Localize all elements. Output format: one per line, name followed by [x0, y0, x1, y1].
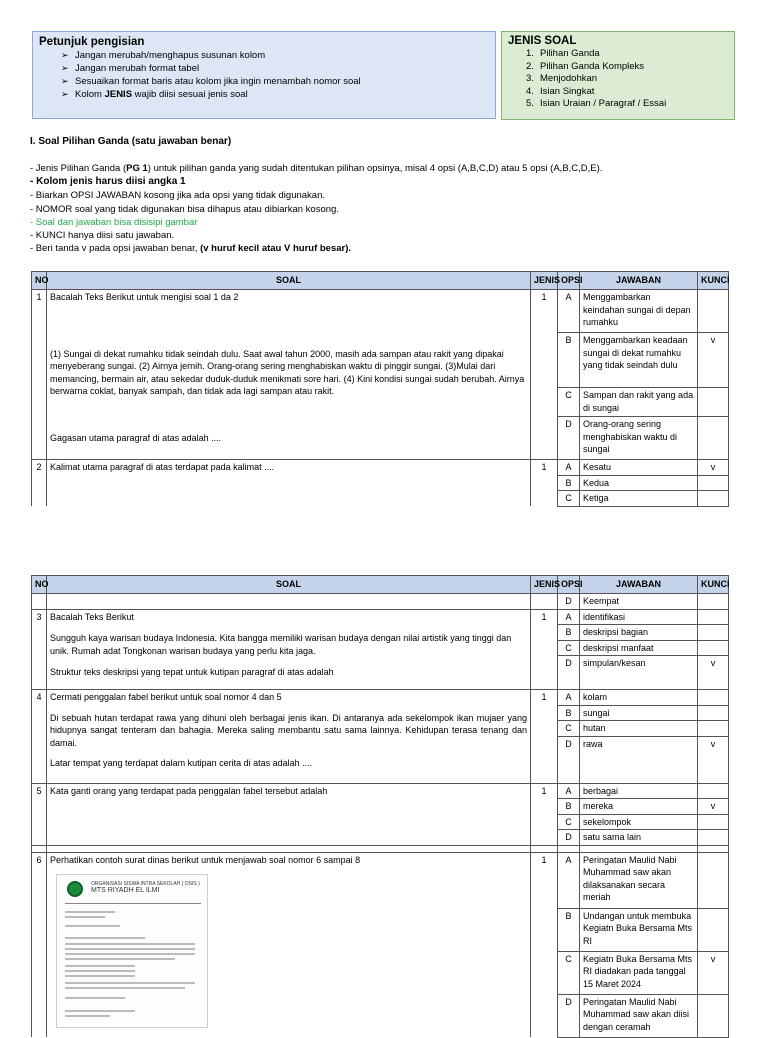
question-text: Cermati penggalan fabel berikut untuk soal nomor 4 dan 5 Di sebuah hutan terdapat rawa yang dihuni oleh berbagai jenis ikan. Di antaranya ada sekelompok ikan mujaer yang hidupnya sangat tenteram dan bahagia. Mereka saling membantu satu sama lainnya. Kehidupan terasa tenang dan damai. Latar tempat yang terdapat dalam kutipan cerita di atas adalah ....: [47, 690, 531, 784]
table-row: [32, 460, 729, 476]
question-type: 1: [531, 609, 558, 690]
question-text: Kata ganti orang yang terdapat pada penggalan fabel tersebut adalah: [47, 783, 531, 845]
option-letter: D: [558, 656, 580, 690]
table-header-row: [32, 272, 729, 290]
instructions-title: Petunjuk pengisian: [39, 36, 145, 48]
option-letter: B: [558, 705, 580, 721]
official-letter-image: ORGANISASI SISWA INTRA SEKOLAH ( OSIS ) MTS RIYADH EL ILMI: [56, 874, 208, 1028]
question-number: 3: [32, 609, 47, 690]
option-answer: Ketiga: [580, 491, 698, 507]
option-key: [698, 640, 729, 656]
header-no: NO: [32, 576, 47, 594]
option-key: [698, 475, 729, 491]
option-answer: Orang-orang sering menghabiskan waktu di sungai: [580, 417, 698, 460]
option-answer: Peringatan Maulid Nabi Muhammad saw akan diisi dengan ceramah: [580, 994, 698, 1037]
question-text: Bacalah Teks Berikut untuk mengisi soal 1 da 2 (1) Sungai di dekat rumahku tidak seindah dulu. Saat awal tahun 2000, masih ada sampan atau rakit yang dipakai menyeberang sungai. (2) Airnya jernih. Orang-orang sering menghabiskan waktu di pinggir sungai. (3)Mulai dari memancing, bermain air, atau sekedar duduk-duduk menikmati sore hari. (4) Kini kondisi sungai sudah berubah. Airnya berwarna coklat, banyak sampah, dan tidak ada lagi sampan atau rakit. Gagasan utama paragraf di atas adalah ....: [47, 290, 531, 460]
option-letter: A: [558, 783, 580, 799]
instruction-item: ➢ Jangan merubah/menghapus susunan kolom: [61, 49, 489, 62]
instruction-line: - Jenis Pilihan Ganda (PG 1) untuk pilihan ganda yang sudah ditentukan pilihan opsinya, misal 4 opsi (A,B,C,D) atau 5 opsi (A,B,C,D,E).: [30, 163, 603, 174]
table-row: [32, 609, 729, 625]
questions-table: [31, 271, 729, 507]
question-number: 5: [32, 783, 47, 845]
option-key: [698, 491, 729, 507]
instruction-line: - NOMOR soal yang tidak digunakan bisa dihapus atau dibiarkan kosong.: [30, 204, 339, 215]
question-type: 1: [531, 852, 558, 1037]
option-answer: simpulan/kesan: [580, 656, 698, 690]
header-soal: SOAL: [47, 576, 531, 594]
option-answer: Peringatan Maulid Nabi Muhammad saw akan dilaksanakan secara meriah: [580, 852, 698, 908]
instruction-line: - Beri tanda v pada opsi jawaban benar, (v huruf kecil atau V huruf besar).: [30, 243, 352, 254]
table-header-row: [32, 576, 729, 594]
option-letter: A: [558, 290, 580, 333]
option-answer: sungai: [580, 705, 698, 721]
table-row: [32, 852, 729, 908]
table-row: [32, 290, 729, 333]
option-answer: sekelompok: [580, 814, 698, 830]
option-answer: identifikasi: [580, 609, 698, 625]
type-item: 5. Isian Uraian / Paragraf / Essai: [526, 98, 667, 109]
instruction-item: ➢ Sesuaikan format baris atau kolom jika ingin menambah nomor soal: [61, 75, 489, 88]
option-answer: Menggambarkan keadaan sungai di dekat rumahku yang tidak seindah dulu: [580, 333, 698, 388]
type-item: 1. Pilihan Ganda: [526, 48, 600, 59]
header-jenis: JENIS: [531, 576, 558, 594]
option-letter: C: [558, 388, 580, 417]
option-letter: D: [558, 417, 580, 460]
question-type: 1: [531, 783, 558, 845]
question-number: 1: [32, 290, 47, 460]
option-letter: C: [558, 814, 580, 830]
option-key: v: [698, 736, 729, 783]
option-key: [698, 852, 729, 908]
option-key: [698, 594, 729, 610]
option-letter: B: [558, 333, 580, 388]
option-letter: C: [558, 491, 580, 507]
option-answer: Kegiatn Buka Bersama Mts RI diadakan pada tanggal 15 Maret 2024: [580, 951, 698, 994]
instruction-item: ➢ Kolom JENIS wajib diisi sesuai jenis soal: [61, 88, 489, 101]
option-key: [698, 994, 729, 1037]
question-number: 6: [32, 852, 47, 1037]
header-kunci: KUNCI: [698, 272, 729, 290]
option-letter: B: [558, 799, 580, 815]
header-jawaban: JAWABAN: [580, 576, 698, 594]
option-letter: A: [558, 460, 580, 476]
question-type: 1: [531, 690, 558, 784]
option-letter: B: [558, 908, 580, 951]
section-title: I. Soal Pilihan Ganda (satu jawaban benar): [30, 136, 232, 147]
option-key: v: [698, 951, 729, 994]
table-row: [32, 690, 729, 706]
option-key: [698, 721, 729, 737]
header-soal: SOAL: [47, 272, 531, 290]
option-answer: Kedua: [580, 475, 698, 491]
option-letter: B: [558, 475, 580, 491]
option-answer: Keempat: [580, 594, 698, 610]
header-jenis: JENIS: [531, 272, 558, 290]
option-key: [698, 417, 729, 460]
instruction-line: - KUNCI hanya diisi satu jawaban.: [30, 230, 175, 241]
option-key: [698, 625, 729, 641]
option-key: [698, 783, 729, 799]
option-key: v: [698, 799, 729, 815]
option-letter: D: [558, 994, 580, 1037]
option-letter: D: [558, 736, 580, 783]
instruction-item: ➢ Jangan merubah format tabel: [61, 62, 489, 75]
option-key: v: [698, 333, 729, 388]
option-key: [698, 830, 729, 846]
school-logo-icon: [67, 881, 83, 897]
question-text: Kalimat utama paragraf di atas terdapat pada kalimat ....: [47, 460, 531, 507]
option-key: v: [698, 656, 729, 690]
option-letter: A: [558, 690, 580, 706]
option-letter: A: [558, 852, 580, 908]
table-row: [32, 783, 729, 799]
question-types-list: [508, 48, 728, 111]
instructions-box: [32, 31, 496, 119]
option-letter: C: [558, 640, 580, 656]
question-types-box: [501, 31, 735, 120]
option-answer: satu sama lain: [580, 830, 698, 846]
question-types-title: JENIS SOAL: [508, 35, 577, 47]
question-number: 4: [32, 690, 47, 784]
option-key: [698, 290, 729, 333]
option-key: v: [698, 460, 729, 476]
instructions-list: [39, 49, 489, 101]
option-answer: Sampan dan rakit yang ada di sungai: [580, 388, 698, 417]
questions-table-continued: [31, 575, 729, 1038]
option-answer: mereka: [580, 799, 698, 815]
header-no: NO: [32, 272, 47, 290]
option-answer: hutan: [580, 721, 698, 737]
option-answer: rawa: [580, 736, 698, 783]
instruction-line: - Biarkan OPSI JAWABAN kosong jika ada opsi yang tidak digunakan.: [30, 190, 326, 201]
question-type: 1: [531, 460, 558, 507]
option-key: [698, 388, 729, 417]
question-text: Bacalah Teks Berikut Sungguh kaya warisan budaya Indonesia. Kita bangga memiliki warisan budaya dengan nilai artistik yang tinggi dan unik. Rumah adat Tongkonan warisan budaya yang perlu kita jaga. Struktur teks deskripsi yang tepat untuk kutipan paragraf di atas adalah: [47, 609, 531, 690]
instruction-line: - Kolom jenis harus diisi angka 1: [30, 176, 186, 187]
option-answer: Menggambarkan keindahan sungai di depan rumahku: [580, 290, 698, 333]
header-jawaban: JAWABAN: [580, 272, 698, 290]
option-key: [698, 908, 729, 951]
option-answer: Undangan untuk membuka Kegiatn Buka Bersama Mts RI: [580, 908, 698, 951]
option-letter: D: [558, 830, 580, 846]
type-item: 4. Isian Singkat: [526, 85, 595, 97]
option-answer: Kesatu: [580, 460, 698, 476]
option-letter: B: [558, 625, 580, 641]
header-opsi: OPSI: [558, 576, 580, 594]
option-letter: C: [558, 721, 580, 737]
question-type: 1: [531, 290, 558, 460]
option-answer: berbagai: [580, 783, 698, 799]
option-answer: deskripsi manfaat: [580, 640, 698, 656]
instruction-line: - Soal dan jawaban bisa disisipi gambar: [30, 217, 198, 228]
type-item: 2. Pilihan Ganda Kompleks: [526, 60, 645, 72]
option-key: [698, 814, 729, 830]
option-answer: kolam: [580, 690, 698, 706]
header-opsi: OPSI: [558, 272, 580, 290]
table-row: [32, 594, 729, 610]
type-item: 3. Menjodohkan: [526, 73, 598, 84]
option-letter: D: [558, 594, 580, 610]
question-text: Perhatikan contoh surat dinas berikut untuk menjawab soal nomor 6 sampai 8 ORGANISASI SISWA INTRA SEKOLAH ( OSIS ) MTS RIYADH EL ILMI: [47, 852, 531, 1037]
option-key: [698, 705, 729, 721]
header-kunci: KUNCI: [698, 576, 729, 594]
question-number: 2: [32, 460, 47, 507]
option-key: [698, 690, 729, 706]
option-letter: C: [558, 951, 580, 994]
option-letter: A: [558, 609, 580, 625]
option-key: [698, 609, 729, 625]
option-answer: deskripsi bagian: [580, 625, 698, 641]
